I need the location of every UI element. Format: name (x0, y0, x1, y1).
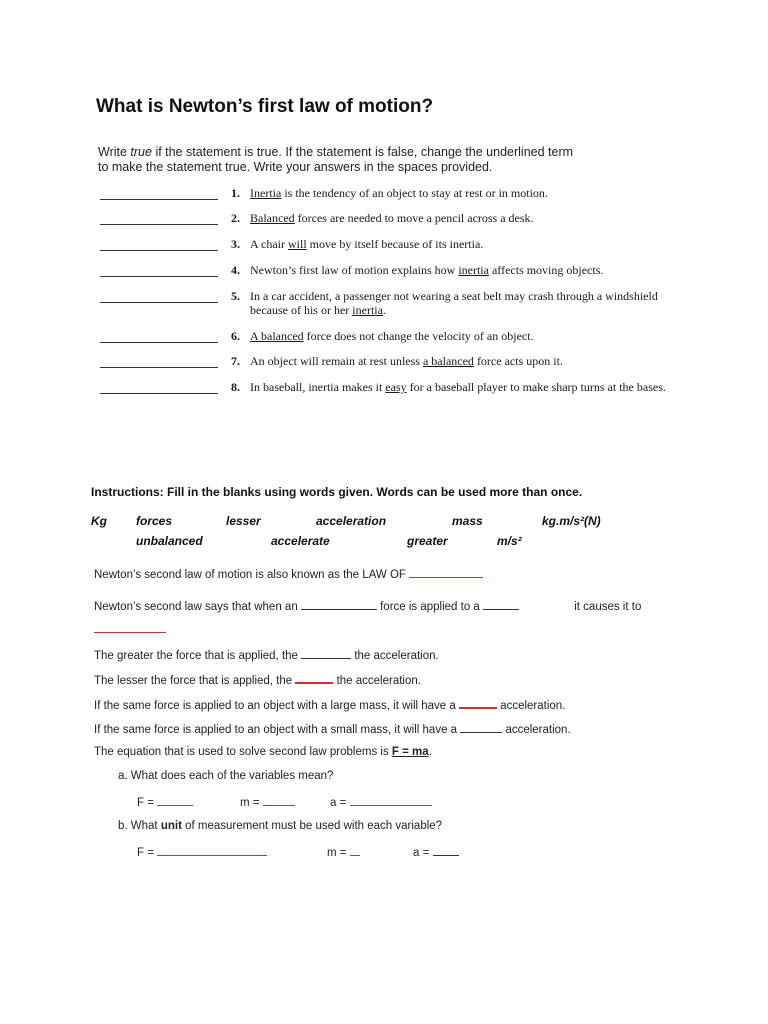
question-number: 1. (231, 186, 240, 200)
question-b-pre: b. What (118, 820, 161, 832)
instructions: Instructions: Fill in the blanks using words given. Words can be used more than once. (91, 485, 583, 499)
variables-row-b (137, 845, 267, 859)
question-text (250, 264, 670, 278)
question-text-before: Newton’s first law of motion explains how (250, 263, 459, 277)
question-number: 7. (231, 354, 240, 368)
question-number: 2. (231, 211, 240, 225)
answer-blank[interactable] (100, 276, 218, 277)
question-text-after: forces are needed to move a pencil across a desk. (294, 211, 534, 225)
question-text (250, 212, 670, 226)
line-greater-a: The greater the force that is applied, the (94, 650, 302, 662)
word-ms2: m/s² (497, 534, 522, 548)
answer-blank[interactable] (100, 342, 218, 343)
answer-blank[interactable] (157, 845, 267, 856)
answer-blank[interactable] (301, 648, 351, 659)
answer-blank[interactable] (295, 672, 333, 684)
question-text-after: force does not change the velocity of an object. (303, 329, 534, 343)
variables-row-b-a (413, 845, 459, 859)
question-number: 4. (231, 263, 240, 277)
line-second-law (94, 599, 641, 613)
intro-text (98, 145, 578, 175)
answer-blank[interactable] (157, 795, 193, 806)
question-number: 3. (231, 237, 240, 251)
underlined-term: will (288, 237, 307, 251)
question-b-bold: unit (160, 820, 182, 832)
question-text-before: An object will remain at rest unless (250, 354, 423, 368)
line-small-mass (94, 722, 571, 736)
question-number: 6. (231, 329, 240, 343)
label-m: m = (327, 847, 347, 859)
word-lesser: lesser (226, 514, 261, 528)
question-text (250, 187, 670, 201)
answer-blank[interactable] (100, 224, 218, 225)
underlined-term: a balanced (422, 354, 474, 368)
question-text (250, 330, 670, 344)
question-number: 8. (231, 380, 240, 394)
line-small-b: acceleration. (502, 724, 571, 736)
question-text (250, 355, 670, 369)
question-text-after: force acts upon it. (473, 354, 563, 368)
question-text (250, 238, 670, 252)
line-second-law-a: Newton’s second law says that when an (94, 601, 301, 613)
label-f: F = (137, 797, 154, 809)
answer-blank[interactable] (100, 393, 218, 394)
line-equation-b: . (428, 746, 432, 758)
answer-blank[interactable] (350, 845, 360, 856)
question-text-after: affects moving objects. (488, 263, 604, 277)
underlined-term: inertia (352, 302, 383, 317)
answer-blank[interactable] (100, 199, 218, 200)
answer-blank[interactable] (100, 302, 218, 303)
underlined-term: inertia (458, 263, 489, 277)
question-text-before: A chair (250, 237, 288, 251)
intro-pre: Write (98, 145, 131, 159)
line-large-mass (94, 697, 565, 712)
line-second-law-c: it causes it to (571, 601, 642, 613)
word-forces: forces (136, 514, 173, 528)
variables-row-a (137, 795, 193, 809)
answer-blank[interactable] (100, 367, 218, 368)
word-greater: greater (407, 534, 448, 548)
line-law-of-text: Newton’s second law of motion is also known as the LAW OF (94, 569, 410, 581)
word-accelerate: accelerate (271, 534, 330, 548)
answer-blank[interactable] (100, 250, 218, 251)
line-second-law-b: force is applied to a (376, 601, 484, 613)
question-text (250, 381, 670, 395)
intro-true-word: true (130, 145, 152, 159)
underlined-term: A balanced (250, 329, 304, 343)
variables-row-b-m (327, 845, 360, 859)
line-large-a: If the same force is applied to an object with a large mass, it will have a (94, 700, 459, 712)
label-a: a = (330, 797, 347, 809)
answer-blank[interactable] (301, 599, 377, 610)
question-text-before: In a car accident, a passenger not wearing a seat belt may crash through a windshield because of his or her (250, 289, 658, 317)
line-greater-b: the acceleration. (351, 650, 439, 662)
question-text-after: is the tendency of an object to stay at rest or in motion. (281, 186, 548, 200)
question-text-after: move by itself because of its inertia. (306, 237, 484, 251)
underlined-term: easy (385, 380, 407, 394)
line-lesser-b: the acceleration. (333, 675, 421, 687)
underlined-term: Balanced (250, 211, 295, 225)
answer-blank[interactable] (409, 567, 483, 578)
line-lesser-a: The lesser the force that is applied, the (94, 675, 296, 687)
line-law-of (94, 567, 483, 581)
line-small-a: If the same force is applied to an object with a small mass, it will have a (94, 724, 461, 736)
page-title: What is Newton’s first law of motion? (96, 96, 434, 117)
line-second-law-cont (94, 622, 166, 636)
question-text-after: for a baseball player to make sharp turns at the bases. (406, 380, 666, 394)
question-text-before: In baseball, inertia makes it (250, 380, 386, 394)
answer-blank[interactable] (459, 697, 497, 709)
answer-blank[interactable] (350, 795, 432, 806)
line-equation (94, 746, 432, 758)
label-f: F = (137, 847, 154, 859)
word-kgms2: kg.m/s²(N) (542, 514, 601, 528)
word-mass: mass (452, 514, 483, 528)
variables-row-a-m (240, 795, 295, 809)
line-lesser-force (94, 672, 421, 687)
question-a: a. What does each of the variables mean? (118, 770, 334, 782)
question-text (250, 290, 670, 317)
answer-blank[interactable] (460, 722, 502, 733)
question-text-after: . (382, 302, 386, 317)
answer-blank[interactable] (94, 622, 166, 633)
answer-blank[interactable] (433, 845, 459, 856)
intro-post: if the statement is true. If the statement is false, change the underlined term to make the statement true. Write your answers in the spaces provided. (98, 145, 574, 174)
answer-blank[interactable] (483, 599, 519, 610)
label-a: a = (413, 847, 430, 859)
line-equation-a: The equation that is used to solve second law problems is (94, 746, 392, 758)
answer-blank[interactable] (263, 795, 295, 806)
label-m: m = (240, 797, 260, 809)
question-b-post: of measurement must be used with each variable? (181, 820, 443, 832)
equation: F = ma (391, 746, 429, 758)
question-b (118, 820, 442, 832)
word-acceleration: acceleration (316, 514, 387, 528)
word-unbalanced: unbalanced (136, 534, 203, 548)
question-number: 5. (231, 289, 240, 303)
line-greater-force (94, 648, 439, 662)
line-large-b: acceleration. (497, 700, 566, 712)
underlined-term: Inertia (250, 186, 282, 200)
variables-row-a-a (330, 795, 432, 809)
word-kg: Kg (91, 514, 107, 528)
